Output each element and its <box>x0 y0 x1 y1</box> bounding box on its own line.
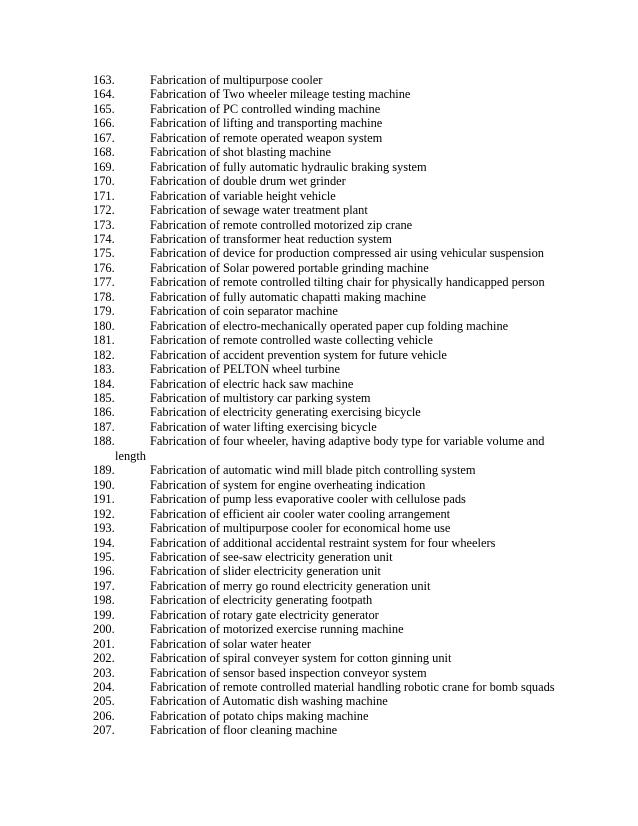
item-number: 175. <box>93 246 115 261</box>
item-text: Fabrication of efficient air cooler water cooling arrangement <box>150 506 451 521</box>
item-number: 202. <box>93 651 115 666</box>
list-item <box>93 492 563 506</box>
item-text: Fabrication of multipurpose cooler for economical home use <box>150 521 451 536</box>
item-number: 186. <box>93 405 115 420</box>
item-text: Fabrication of motorized exercise running machine <box>150 622 404 637</box>
item-text: Fabrication of variable height vehicle <box>150 188 336 203</box>
item-number: 182. <box>93 347 115 362</box>
list-item <box>93 608 563 622</box>
item-text: Fabrication of Solar powered portable grinding machine <box>150 260 429 275</box>
item-text: Fabrication of solar water heater <box>150 636 312 651</box>
item-number: 191. <box>93 492 115 507</box>
list-item <box>93 102 563 116</box>
item-text: Fabrication of electro-mechanically operated paper cup folding machine <box>150 318 509 333</box>
item-number: 187. <box>93 419 115 434</box>
item-number: 203. <box>93 665 115 680</box>
item-text: Fabrication of see-saw electricity generation unit <box>150 549 393 564</box>
list-item <box>93 622 563 636</box>
list-item <box>93 87 563 101</box>
item-number: 197. <box>93 578 115 593</box>
item-text: Fabrication of lifting and transporting machine <box>150 116 383 131</box>
item-text: Fabrication of remote controlled waste collecting vehicle <box>150 333 433 348</box>
item-number: 163. <box>93 73 115 87</box>
item-text: Fabrication of remote operated weapon system <box>150 130 383 145</box>
item-text: Fabrication of four wheeler, having adaptive body type for variable volume and length <box>115 434 545 463</box>
item-number: 205. <box>93 694 115 709</box>
item-number: 201. <box>93 636 115 651</box>
list-item <box>93 290 563 304</box>
item-number: 166. <box>93 116 115 131</box>
item-number: 200. <box>93 622 115 637</box>
item-text: Fabrication of water lifting exercising bicycle <box>150 419 377 434</box>
item-number: 196. <box>93 564 115 579</box>
list-item <box>93 420 563 434</box>
item-number: 185. <box>93 390 115 405</box>
list-item <box>93 434 563 463</box>
item-number: 173. <box>93 217 115 232</box>
item-number: 192. <box>93 506 115 521</box>
item-text: Fabrication of Two wheeler mileage testing machine <box>150 87 411 102</box>
item-text: Fabrication of fully automatic hydraulic braking system <box>150 159 427 174</box>
item-text: Fabrication of merry go round electricity generation unit <box>150 578 431 593</box>
item-number: 171. <box>93 188 115 203</box>
item-text: Fabrication of fully automatic chapatti making machine <box>150 289 426 304</box>
item-number: 194. <box>93 535 115 550</box>
list-item <box>93 694 563 708</box>
item-number: 189. <box>93 463 115 478</box>
list-item <box>93 405 563 419</box>
item-text: Fabrication of electricity generating exercising bicycle <box>150 405 421 420</box>
item-number: 168. <box>93 145 115 160</box>
item-text: Fabrication of floor cleaning machine <box>150 723 338 738</box>
item-text: Fabrication of Automatic dish washing machine <box>150 694 388 709</box>
item-text: Fabrication of spiral conveyer system for cotton ginning unit <box>150 651 452 666</box>
list-item <box>93 651 563 665</box>
list-item <box>93 680 563 694</box>
item-text: Fabrication of shot blasting machine <box>150 145 332 160</box>
list-item <box>93 362 563 376</box>
item-text: Fabrication of electricity generating footpath <box>150 593 373 608</box>
item-number: 180. <box>93 318 115 333</box>
item-number: 167. <box>93 130 115 145</box>
list-item <box>93 348 563 362</box>
list-item <box>93 333 563 347</box>
list-item <box>93 536 563 550</box>
item-text: Fabrication of transformer heat reduction system <box>150 231 392 246</box>
item-text: Fabrication of PC controlled winding machine <box>150 101 381 116</box>
item-text: Fabrication of additional accidental restraint system for four wheelers <box>150 535 496 550</box>
item-text: Fabrication of sensor based inspection conveyor system <box>150 665 427 680</box>
item-text: Fabrication of potato chips making machine <box>150 708 369 723</box>
list-item <box>93 463 563 477</box>
list-item <box>93 319 563 333</box>
list-item <box>93 218 563 232</box>
list-item <box>93 709 563 723</box>
item-text: Fabrication of rotary gate electricity generator <box>150 607 379 622</box>
item-text: Fabrication of sewage water treatment plant <box>150 203 368 218</box>
item-number: 178. <box>93 289 115 304</box>
project-list <box>93 73 563 738</box>
item-number: 172. <box>93 203 115 218</box>
item-text: Fabrication of electric hack saw machine <box>150 376 354 391</box>
item-number: 184. <box>93 376 115 391</box>
item-number: 190. <box>93 477 115 492</box>
item-number: 195. <box>93 549 115 564</box>
list-item <box>93 145 563 159</box>
item-text: Fabrication of multipurpose cooler <box>150 73 323 87</box>
item-text: Fabrication of automatic wind mill blade pitch controlling system <box>150 463 476 478</box>
list-item <box>93 550 563 564</box>
item-number: 174. <box>93 231 115 246</box>
item-number: 206. <box>93 708 115 723</box>
list-item <box>93 275 563 289</box>
list-item <box>93 723 563 737</box>
list-item <box>93 131 563 145</box>
list-item <box>93 203 563 217</box>
item-number: 165. <box>93 101 115 116</box>
item-text: Fabrication of multistory car parking system <box>150 390 371 405</box>
list-item <box>93 377 563 391</box>
item-number: 164. <box>93 87 115 102</box>
list-item <box>93 304 563 318</box>
item-number: 204. <box>93 680 115 695</box>
item-text: Fabrication of slider electricity generation unit <box>150 564 381 579</box>
list-item <box>93 232 563 246</box>
item-text: Fabrication of double drum wet grinder <box>150 174 346 189</box>
item-number: 183. <box>93 362 115 377</box>
list-item <box>93 174 563 188</box>
list-item <box>93 593 563 607</box>
item-text: Fabrication of accident prevention system for future vehicle <box>150 347 447 362</box>
item-number: 170. <box>93 174 115 189</box>
item-number: 193. <box>93 521 115 536</box>
item-text: Fabrication of system for engine overheating indication <box>150 477 426 492</box>
item-text: Fabrication of remote controlled motorized zip crane <box>150 217 413 232</box>
list-item <box>93 116 563 130</box>
list-item <box>93 391 563 405</box>
list-item <box>93 637 563 651</box>
list-item <box>93 666 563 680</box>
list-item <box>93 478 563 492</box>
item-text: Fabrication of PELTON wheel turbine <box>150 362 340 377</box>
item-text: Fabrication of device for production compressed air using vehicular suspension <box>150 246 544 261</box>
item-number: 207. <box>93 723 115 738</box>
item-number: 199. <box>93 607 115 622</box>
item-number: 198. <box>93 593 115 608</box>
list-item <box>93 261 563 275</box>
item-number: 177. <box>93 275 115 290</box>
list-item <box>93 507 563 521</box>
item-number: 176. <box>93 260 115 275</box>
list-item <box>93 246 563 260</box>
list-item <box>93 160 563 174</box>
item-text: Fabrication of pump less evaporative cooler with cellulose pads <box>150 492 466 507</box>
item-number: 179. <box>93 304 115 319</box>
list-item <box>93 189 563 203</box>
list-item <box>93 579 563 593</box>
item-text: Fabrication of coin separator machine <box>150 304 338 319</box>
list-item <box>93 521 563 535</box>
item-number: 188. <box>93 434 115 449</box>
item-number: 181. <box>93 333 115 348</box>
item-text: Fabrication of remote controlled material handling robotic crane for bomb squads <box>150 680 555 695</box>
list-item <box>93 564 563 578</box>
item-number: 169. <box>93 159 115 174</box>
list-item <box>93 73 563 87</box>
item-text: Fabrication of remote controlled tilting chair for physically handicapped person <box>150 275 545 290</box>
